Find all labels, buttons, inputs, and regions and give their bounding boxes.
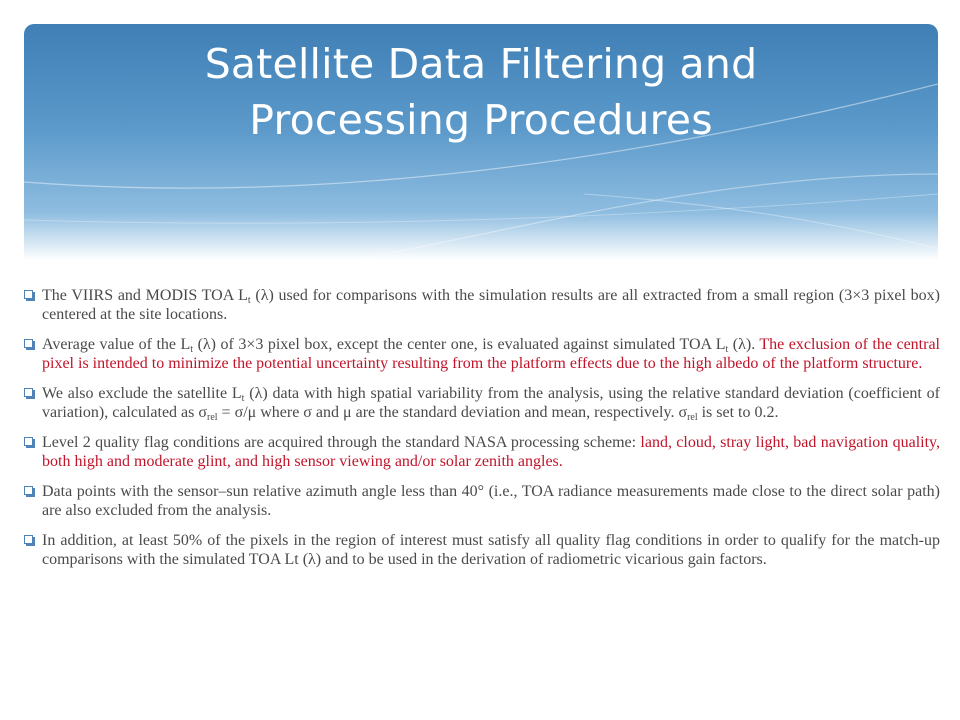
slide-title <box>24 36 938 148</box>
checkbox-bullet-icon <box>24 437 33 446</box>
bullet-text: (λ) used for comparisons with the simulation results are all extracted from a small region (3×3 pixel box) centered at the site locations. <box>42 287 940 323</box>
subscript: rel <box>207 412 218 423</box>
bullet-item-2 <box>24 335 940 373</box>
checkbox-bullet-icon <box>24 535 33 544</box>
subscript: t <box>247 295 251 306</box>
subscript: t <box>190 344 194 355</box>
bullet-item-4 <box>24 433 940 471</box>
subscript: t <box>241 393 245 404</box>
checkbox-bullet-icon <box>24 339 33 348</box>
bullet-text: is set to 0.2. <box>697 404 779 421</box>
checkbox-bullet-icon <box>24 290 33 299</box>
bullet-item-5 <box>24 482 940 520</box>
bullet-text: Average value of the L <box>42 336 191 353</box>
slide-title-line-1: Satellite Data Filtering and <box>204 40 758 88</box>
bullet-text: (λ). <box>728 336 760 353</box>
bullet-item-6 <box>24 531 940 569</box>
bullet-text: (λ) data with high spatial variability from the analysis, using the relative standard deviation (coefficient of variation), calculated as σ <box>42 385 940 421</box>
slide-title-line-2: Processing Procedures <box>249 96 713 144</box>
bullet-text: (λ) of 3×3 pixel box, except the center one, is evaluated against simulated TOA L <box>193 336 726 353</box>
checkbox-bullet-icon <box>24 388 33 397</box>
bullet-list <box>24 286 940 580</box>
checkbox-bullet-icon <box>24 486 33 495</box>
bullet-text: The VIIRS and MODIS TOA L <box>42 287 248 304</box>
bullet-text: Level 2 quality flag conditions are acquired through the standard NASA processing scheme: <box>42 434 641 451</box>
highlighted-text: The exclusion of the central pixel is intended to minimize the potential uncertainty resulting from the platform effects due to the high albedo of the platform structure. <box>42 336 940 372</box>
bullet-text: = σ/μ where σ and μ are the standard deviation and mean, respectively. σ <box>217 404 688 421</box>
bullet-text: We also exclude the satellite L <box>42 385 242 402</box>
subscript: rel <box>687 412 698 423</box>
subscript: t <box>725 344 729 355</box>
bullet-item-1 <box>24 286 940 324</box>
bullet-item-3 <box>24 384 940 422</box>
bullet-text: In addition, at least 50% of the pixels in the region of interest must satisfy all quality flag conditions in order to qualify for the match-up comparisons with the simulated TOA Lt (λ) and to be used in the derivation of radiometric vicarious gain factors. <box>42 532 940 568</box>
bullet-text: Data points with the sensor–sun relative azimuth angle less than 40° (i.e., TOA radiance measurements made close to the direct solar path) are also excluded from the analysis. <box>42 483 940 519</box>
highlighted-text: land, cloud, stray light, bad navigation quality, both high and moderate glint, and high sensor viewing and/or solar zenith angles. <box>42 434 941 470</box>
